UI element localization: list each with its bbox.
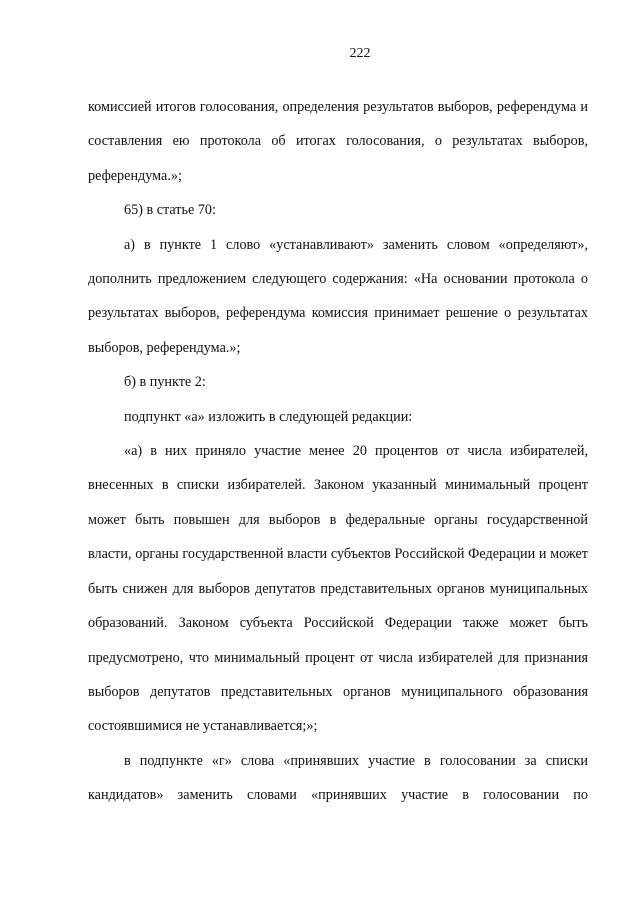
paragraph-7: в подпункте «г» слова «принявших участие в голосовании за списки кандидатов» заменить словами «принявших участие в голосовании по bbox=[88, 752, 588, 804]
page-number: 222 bbox=[349, 46, 371, 61]
paragraph-1: комиссией итогов голосования, определения результатов выборов, референдума и составления ею протокола об итогах голосования, о результатах выборов, референдума.»; bbox=[88, 99, 588, 184]
paragraph-3: а) в пункте 1 слово «устанавливают» заменить словом «определяют», дополнить предложением следующего содержания: «На основании протокола о результатах выборов, референдума комиссия принимает решение о результатах выборов, референдума.»; bbox=[88, 236, 588, 356]
paragraph-5: подпункт «а» изложить в следующей редакции: bbox=[124, 408, 413, 425]
paragraph-6: «а) в них приняло участие менее 20 процентов от числа избирателей, внесенных в списки избирателей. Законом указанный минимальный процент может быть повышен для выборов в федеральные органы государственной власти, органы государственной власти субъектов Российской Федерации и может быть снижен для выборов депутатов представительных органов муниципальных образований. Законом субъекта Российской Федерации также может быть предусмотрено, что минимальный процент от числа избирателей для признания выборов депутатов представительных органов муниципального образования состоявшимися не устанавливается;»; bbox=[88, 443, 588, 735]
paragraph-2: 65) в статье 70: bbox=[124, 202, 216, 219]
document-body bbox=[88, 90, 588, 813]
paragraph-4: б) в пункте 2: bbox=[124, 374, 206, 391]
